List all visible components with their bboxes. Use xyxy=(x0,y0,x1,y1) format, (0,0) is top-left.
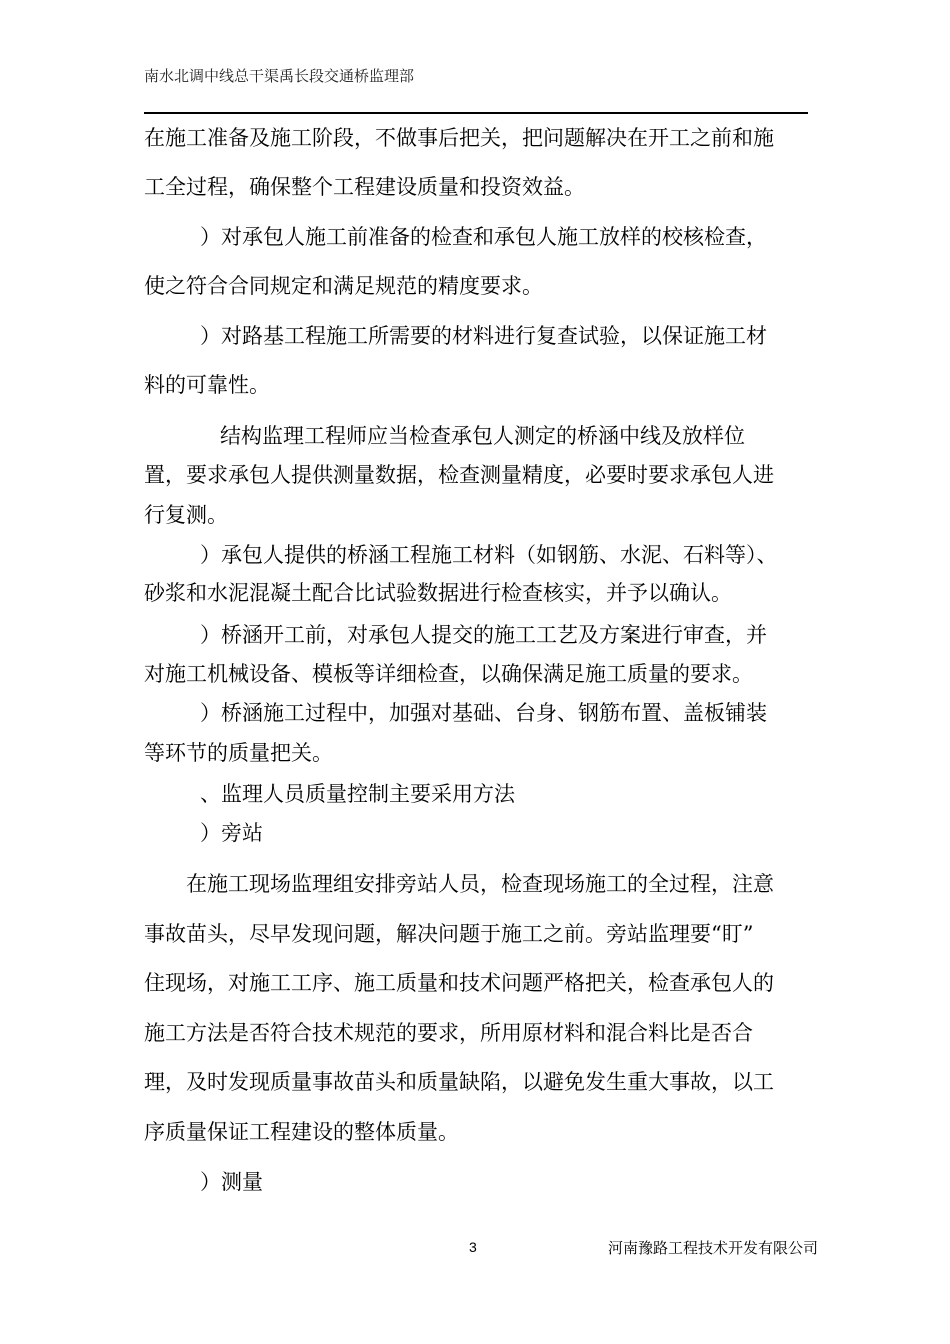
body-line: 在施工现场监理组安排旁站人员，检查现场施工的全过程，注意 xyxy=(186,872,774,896)
body-line: 序质量保证工程建设的整体质量。 xyxy=(144,1120,459,1144)
body-line: 置，要求承包人提供测量数据，检查测量精度，必要时要求承包人进 xyxy=(144,463,774,487)
body-line: 在施工准备及施工阶段，不做事后把关，把问题解决在开工之前和施 xyxy=(144,126,774,150)
body-line: 对施工机械设备、模板等详细检查，以确保满足施工质量的要求。 xyxy=(144,662,753,686)
body-line: 结构监理工程师应当检查承包人测定的桥涵中线及放样位 xyxy=(220,424,745,448)
body-line: 料的可靠性。 xyxy=(144,373,270,397)
body-line: 住现场，对施工工序、施工质量和技术问题严格把关，检查承包人的 xyxy=(144,971,774,995)
section-heading: 、监理人员质量控制主要采用方法 xyxy=(200,782,515,806)
body-line: 施工方法是否符合技术规范的要求，所用原材料和混合料比是否合 xyxy=(144,1021,753,1045)
body-line: ）承包人提供的桥涵工程施工材料（如钢筋、水泥、石料等）、 xyxy=(200,543,778,567)
header-title: 南水北调中线总干渠禹长段交通桥监理部 xyxy=(144,67,415,85)
footer-company: 河南豫路工程技术开发有限公司 xyxy=(608,1239,819,1257)
body-line: 等环节的质量把关。 xyxy=(144,741,333,765)
page-number: 3 xyxy=(469,1239,477,1255)
subsection-heading: ）旁站 xyxy=(200,821,263,845)
body-line: ）桥涵施工过程中，加强对基础、台身、钢筋布置、盖板铺装 xyxy=(200,701,767,725)
body-line: 使之符合合同规定和满足规范的精度要求。 xyxy=(144,274,543,298)
subsection-heading: ）测量 xyxy=(200,1170,263,1194)
body-line: 工全过程，确保整个工程建设质量和投资效益。 xyxy=(144,175,585,199)
body-line: 理，及时发现质量事故苗头和质量缺陷，以避免发生重大事故，以工 xyxy=(144,1070,774,1094)
body-line: 行复测。 xyxy=(144,503,228,527)
body-line: ）对路基工程施工所需要的材料进行复查试验，以保证施工材 xyxy=(200,324,767,348)
body-line: ）对承包人施工前准备的检查和承包人施工放样的校核检查， xyxy=(200,225,767,249)
body-line: 砂浆和水泥混凝土配合比试验数据进行检查核实，并予以确认。 xyxy=(144,581,732,605)
header-divider xyxy=(144,112,808,114)
body-line: ）桥涵开工前，对承包人提交的施工工艺及方案进行审查，并 xyxy=(200,623,767,647)
body-line: 事故苗头，尽早发现问题，解决问题于施工之前。旁站监理要“盯” xyxy=(144,922,754,946)
